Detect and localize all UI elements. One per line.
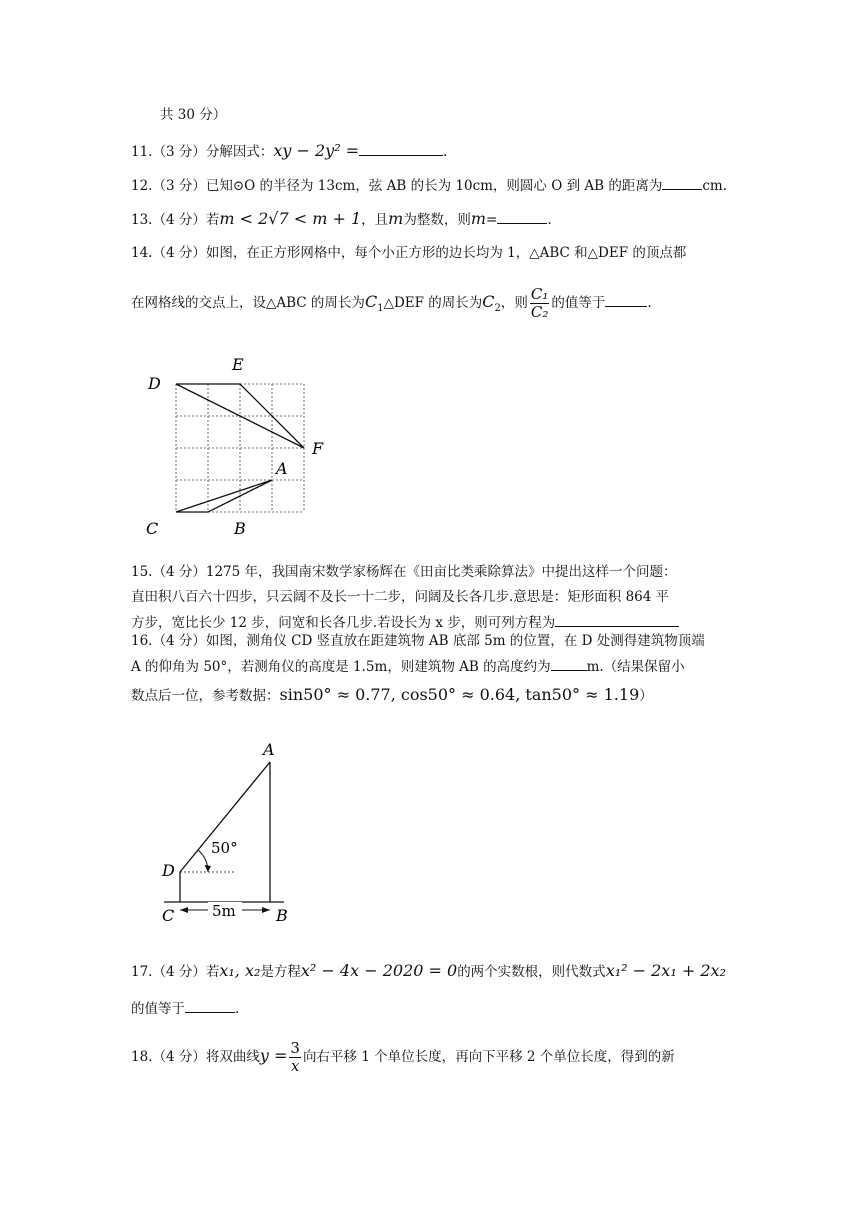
question-12 [131,175,727,195]
question-16-line1: 16.（4 分）如图，测角仪 CD 竖直放在距建筑物 AB 底部 5m 的位置，在 D 处测得建筑物顶端 [131,633,705,649]
q13-prefix: 13.（4 分）若 [131,212,220,228]
q15-text: 方步，宽比长少 12 步，问宽和长各几步.若设长为 x 步，则可列方程为 [131,615,556,631]
question-17-line1 [131,962,726,981]
q14-suffix: . [647,295,652,311]
label-b: B [234,519,246,538]
q14-c2: $C_2$ [482,292,501,315]
label-d: D [162,861,175,880]
q17-prefix: 17.（4 分）若 [131,964,220,980]
q17-expression: x₁² − 2x₁ + 2x₂ [605,961,726,980]
label-c: C [162,906,175,925]
q14-answer-blank[interactable] [605,292,647,307]
q12-answer-blank[interactable] [662,175,702,190]
q11-answer-blank[interactable] [359,141,443,156]
q13-answer-blank[interactable] [497,209,547,224]
label-c: C [146,519,159,538]
question-16-line3 [131,686,653,705]
question-13 [131,209,552,229]
q13-eq: = [486,212,498,228]
question-14-line1: 14.（4 分）如图，在正方形网格中，每个小正方形的边长均为 1，△ABC 和△DEF 的顶点都 [131,245,687,261]
label-a: A [263,740,275,759]
q18-fraction: $\frac{3}{x}$ [290,1039,300,1075]
q17-answer-blank[interactable] [185,998,235,1013]
q14-grid-figure [140,350,340,540]
q16-trig-values: sin50° ≈ 0.77, cos50° ≈ 0.64, tan50° ≈ 1.19 [279,685,640,704]
question-15-line3 [131,612,679,632]
q12-text: 12.（3 分）已知⊙O 的半径为 13cm，弦 AB 的长为 10cm，则圆心 O 到 AB 的距离为 [131,178,663,194]
label-d: D [148,374,161,393]
label-b: B [276,906,288,925]
q13-mid2: 为整数，则 [403,212,471,228]
question-14-line2 [131,286,652,321]
question-18 [131,1040,675,1075]
q13-inequality: m < 2√7 < m + 1 [219,209,362,228]
question-17-line2 [131,998,239,1018]
angle-label: 50° [211,839,238,857]
grid-lines [176,384,304,512]
q16-answer-blank[interactable] [551,656,587,671]
q18-lhs: y = [259,1046,288,1065]
q17-suffix: . [235,1001,240,1017]
q14-text-c: ，则 [500,295,528,311]
triangle-abc [176,480,272,512]
label-e: E [232,355,244,374]
q11-suffix: . [443,144,448,160]
q17-equation: x² − 4x − 2020 = 0 [300,961,458,980]
question-15-line2: 直田积八百六十四步，只云阔不及长一十二步，问阔及长各几步.意思是：矩形面积 864 平 [131,589,670,605]
q15-answer-blank[interactable] [555,612,679,627]
distance-label: 5m [212,902,236,920]
q13-mid: ，且 [361,212,389,228]
q18-suffix: 向右平移 1 个单位长度，再向下平移 2 个单位长度，得到的新 [302,1049,675,1065]
label-a: A [276,459,288,478]
q18-prefix: 18.（4 分）将双曲线 [131,1049,260,1065]
q17-roots: x₁, x₂ [219,961,261,980]
q16-text-close: ） [639,688,653,704]
dim-arrow-left [180,907,188,913]
q11-prefix: 11.（3 分）分解因式： [131,144,274,160]
q13-suffix: . [547,212,552,228]
q16-text-a: A 的仰角为 50°，若测角仪的高度是 1.5m，则建筑物 AB 的高度约为 [131,659,551,675]
q17-text: 的值等于 [131,1001,185,1017]
q16-text-b: m.（结果保留小 [586,659,685,675]
q14-fraction: $\frac{\text{C₁}}{\text{C₂}}$ [530,285,549,321]
q14-c1: $C_1$ [364,292,384,315]
dim-arrow-right [262,907,270,913]
q17-mid: 是方程 [260,964,301,980]
angle-arrow [205,865,212,872]
question-15-line1: 15.（4 分）1275 年，我国南宋数学家杨辉在《田亩比类乘除算法》中提出这样一个问题： [131,564,677,580]
question-16-line2 [131,656,685,676]
q14-text-a: 在网格线的交点上，设△ABC 的周长为 [131,295,365,311]
q14-text-b: △DEF 的周长为 [383,295,483,311]
q12-unit: cm. [702,178,727,194]
q16-text-ref: 数点后一位，参考数据： [131,688,280,704]
q17-mid2: 的两个实数根，则代数式 [457,964,606,980]
q13-var2: m [470,209,487,228]
q11-expression: xy − 2y² = [273,141,360,160]
q14-text-d: 的值等于 [551,295,606,311]
q16-building-figure [150,732,310,932]
q13-var: m [388,209,404,228]
label-f: F [312,439,324,458]
question-11 [131,141,447,161]
section-header-fragment: 共 30 分） [160,107,227,123]
